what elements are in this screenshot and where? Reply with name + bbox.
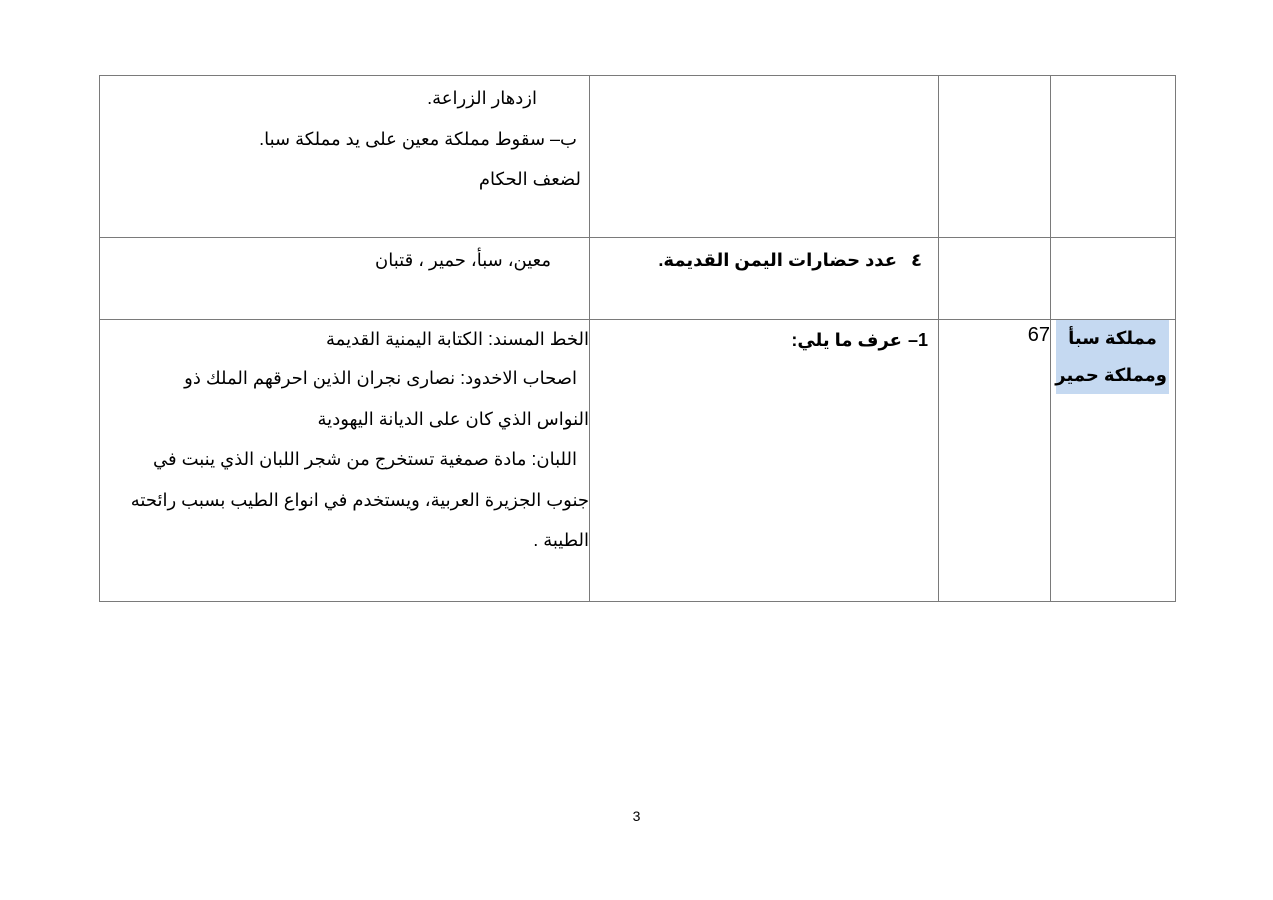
answer-cell [100,320,590,602]
question-text: عرف ما يلي: [791,330,902,350]
question-cell [590,76,939,238]
answer-line: ازدهار الزراعة. [427,88,537,108]
page-cell [939,320,1051,602]
answer-line: النواس الذي كان على الديانة اليهودية [317,408,589,429]
table-row [100,320,1176,602]
page-cell [939,76,1051,238]
page-cell [939,238,1051,320]
topic-cell [1051,238,1176,320]
answer-line: ب– سقوط مملكة معين على يد مملكة سبا. [259,128,577,149]
question-cell [590,320,939,602]
topic-cell [1051,320,1176,602]
question-number: 1– [907,330,928,350]
page-number: 3 [632,808,641,824]
answer-line: الطيبة . [533,530,589,551]
answer-cell [100,76,590,238]
answer-line: جنوب الجزيرة العربية، ويستخدم في انواع الطيب بسبب رائحته [130,489,589,510]
table-row [100,76,1176,238]
answer-line: معين، سبأ، حمير ، قتبان [375,250,551,270]
question-cell [590,238,939,320]
question-text: عدد حضارات اليمن القديمة. [658,250,897,270]
answer-cell [100,238,590,320]
topic-line: مملكة سبأ [1068,328,1157,348]
answer-line: الخط المسند: الكتابة اليمنية القديمة [326,329,589,349]
topic-highlight [1056,320,1169,394]
answer-line: اللبان: مادة صمغية تستخرج من شجر اللبان الذي ينبت في [152,449,577,470]
lesson-review-table [99,75,1176,602]
topic-line: ومملكة حمير [1055,365,1167,385]
answer-line: لضعف الحكام [478,169,581,189]
question-number: ٤ [911,250,922,270]
page-reference: 67 [1027,324,1050,346]
table-row [100,238,1176,320]
topic-cell [1051,76,1176,238]
answer-line: اصحاب الاخدود: نصارى نجران الذين احرقهم الملك ذو [184,368,577,388]
